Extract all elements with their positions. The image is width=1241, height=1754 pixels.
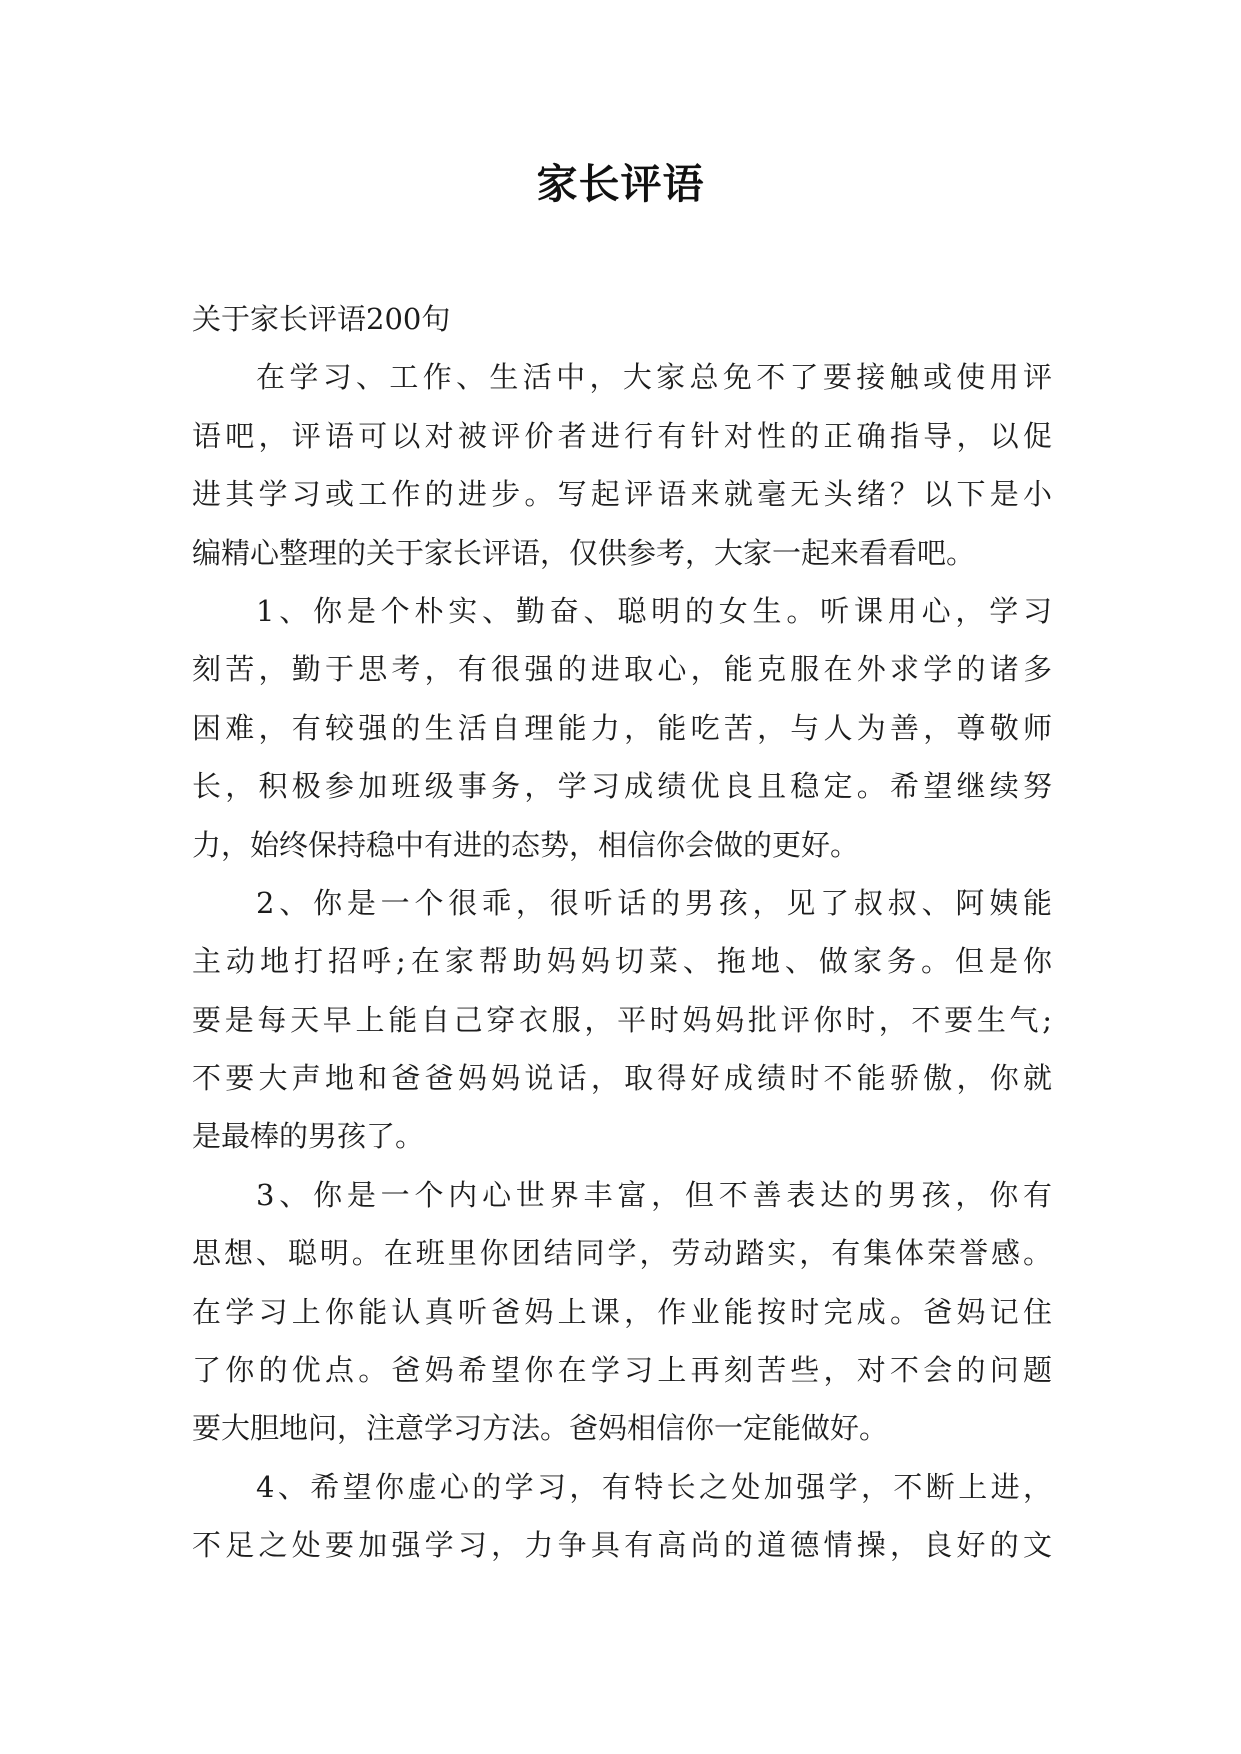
page-title: 家长评语 <box>536 160 705 208</box>
paragraph-line: 主动地打招呼;在家帮助妈妈切菜、拖地、做家务。但是你 <box>192 944 1052 979</box>
paragraph-line: 在学习上你能认真听爸妈上课，作业能按时完成。爸妈记住 <box>192 1294 1052 1329</box>
comment-paragraph-1 <box>192 582 1052 874</box>
paragraph-line: 3、你是一个内心世界丰富，但不善表达的男孩，你有 <box>256 1177 1052 1212</box>
paragraph-line: 不要大声地和爸爸妈妈说话，取得好成绩时不能骄傲，你就 <box>192 1061 1052 1096</box>
paragraph-line: 2、你是一个很乖，很听话的男孩，见了叔叔、阿姨能 <box>256 885 1052 920</box>
paragraph-line: 不足之处要加强学习，力争具有高尚的道德情操，良好的文 <box>192 1528 1052 1563</box>
document-body <box>192 290 1052 1575</box>
paragraph-line: 力，始终保持稳中有进的态势，相信你会做的更好。 <box>192 827 860 862</box>
paragraph-line: 在学习、工作、生活中，大家总免不了要接触或使用评 <box>256 360 1052 395</box>
paragraph-line: 要是每天早上能自己穿衣服，平时妈妈批评你时，不要生气; <box>192 1002 1052 1037</box>
comment-paragraph-4 <box>192 1458 1052 1575</box>
paragraph-line: 编精心整理的关于家长评语，仅供参考，大家一起来看看吧。 <box>192 535 976 570</box>
paragraph-line: 了你的优点。爸妈希望你在学习上再刻苦些，对不会的问题 <box>192 1353 1052 1388</box>
paragraph-line: 进其学习或工作的进步。写起评语来就毫无头绪？以下是小 <box>192 477 1052 512</box>
paragraph-line: 困难，有较强的生活自理能力，能吃苦，与人为善，尊敬师 <box>192 710 1052 745</box>
paragraph-line: 要大胆地问，注意学习方法。爸妈相信你一定能做好。 <box>192 1411 889 1446</box>
paragraph-line: 思想、聪明。在班里你团结同学，劳动踏实，有集体荣誉感。 <box>192 1236 1052 1271</box>
comment-paragraph-2 <box>192 874 1052 1166</box>
comment-paragraph-3 <box>192 1166 1052 1458</box>
paragraph-line: 1、你是个朴实、勤奋、聪明的女生。听课用心，学习 <box>256 593 1052 628</box>
paragraph-line: 是最棒的男孩了。 <box>192 1119 425 1154</box>
paragraph-line: 刻苦，勤于思考，有很强的进取心，能克服在外求学的诸多 <box>192 652 1052 687</box>
paragraph-line: 长，积极参加班级事务，学习成绩优良且稳定。希望继续努 <box>192 769 1052 804</box>
document-subtitle: 关于家长评语200句 <box>192 302 451 336</box>
paragraph-line: 4、希望你虚心的学习，有特长之处加强学，不断上进， <box>256 1469 1052 1504</box>
intro-paragraph <box>192 348 1052 582</box>
paragraph-line: 语吧，评语可以对被评价者进行有针对性的正确指导，以促 <box>192 418 1052 453</box>
